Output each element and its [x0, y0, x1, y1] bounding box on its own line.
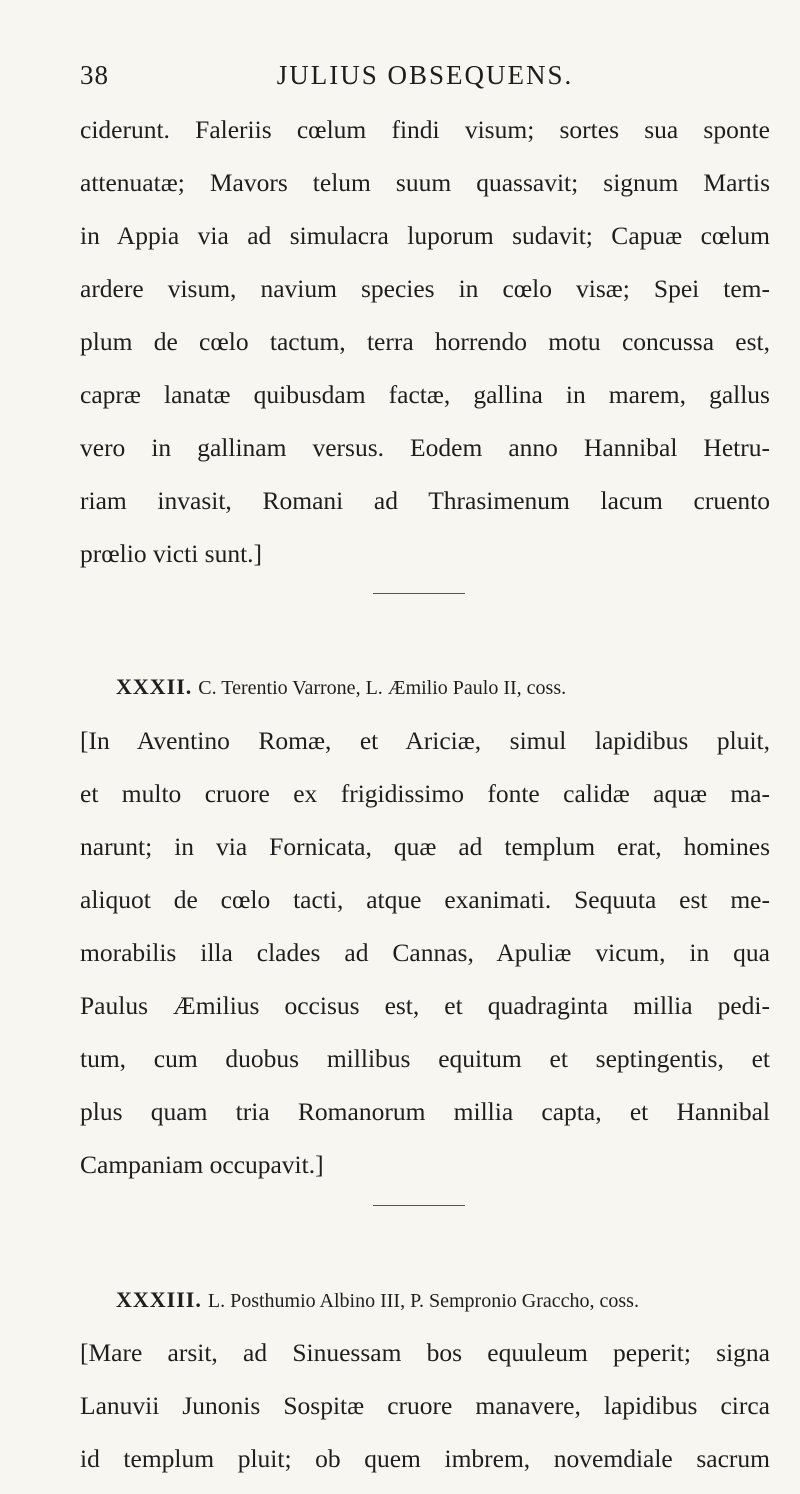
text-line: plum de cœlo tactum, terra horrendo motu concussa est,: [80, 327, 770, 356]
text-line: tum, cum duobus millibus equitum et septingentis, et: [80, 1044, 770, 1073]
text-line: ardere visum, navium species in cœlo visæ; Spei tem-: [80, 274, 770, 303]
text-line: morabilis illa clades ad Cannas, Apuliæ vicum, in qua: [80, 938, 770, 967]
text-line: vero in gallinam versus. Eodem anno Hannibal Hetru-: [80, 433, 770, 462]
text-line: capræ lanatæ quibusdam factæ, gallina in marem, gallus: [80, 380, 770, 409]
text-line: Campaniam occupavit.]: [80, 1150, 324, 1179]
text-line: ciderunt. Faleriis cœlum findi visum; sortes sua sponte: [80, 115, 770, 144]
section-numeral: XXXII.: [116, 674, 193, 699]
section-divider: [373, 1205, 465, 1206]
text-line: plus quam tria Romanorum millia capta, et Hannibal: [80, 1097, 770, 1126]
text-line: Paulus Æmilius occisus est, et quadraginta millia pedi-: [80, 991, 770, 1020]
text-line: Lanuvii Junonis Sospitæ cruore manavere, lapidibus circa: [80, 1391, 770, 1420]
text-line: attenuatæ; Mavors telum suum quassavit; signum Martis: [80, 168, 770, 197]
page-number: 38: [80, 60, 109, 90]
running-head: [80, 60, 770, 96]
text-line: in Appia via ad simulacra luporum sudavit; Capuæ cœlum: [80, 221, 770, 250]
text-line: id templum pluit; ob quem imbrem, novemdiale sacrum: [80, 1444, 770, 1473]
running-title: JULIUS OBSEQUENS.: [276, 60, 574, 90]
passage-top: [80, 112, 770, 589]
section-numeral: XXXIII.: [116, 1287, 202, 1312]
section-consuls: L. Posthumio Albino III, P. Sempronio Graccho, coss.: [207, 1290, 639, 1312]
text-line: et multo cruore ex frigidissimo fonte calidæ aquæ ma-: [80, 779, 770, 808]
text-line: prœlio victi sunt.]: [80, 539, 263, 568]
text-line: riam invasit, Romani ad Thrasimenum lacum cruento: [80, 486, 770, 515]
section-divider: [373, 593, 465, 594]
text-line: aliquot de cœlo tacti, atque exanimati. Sequuta est me-: [80, 885, 770, 914]
text-line: narunt; in via Fornicata, quæ ad templum erat, homines: [80, 832, 770, 861]
section-32-text: [80, 723, 770, 1200]
section-consuls: C. Terentio Varrone, L. Æmilio Paulo II, coss.: [198, 677, 567, 699]
text-line: [Mare arsit, ad Sinuessam bos equuleum peperit; signa: [80, 1338, 770, 1367]
section-heading-33: [116, 1286, 639, 1315]
section-heading-32: [116, 673, 566, 702]
text-line: [In Aventino Romæ, et Ariciæ, simul lapidibus pluit,: [80, 726, 770, 755]
section-33-text: [80, 1335, 770, 1494]
